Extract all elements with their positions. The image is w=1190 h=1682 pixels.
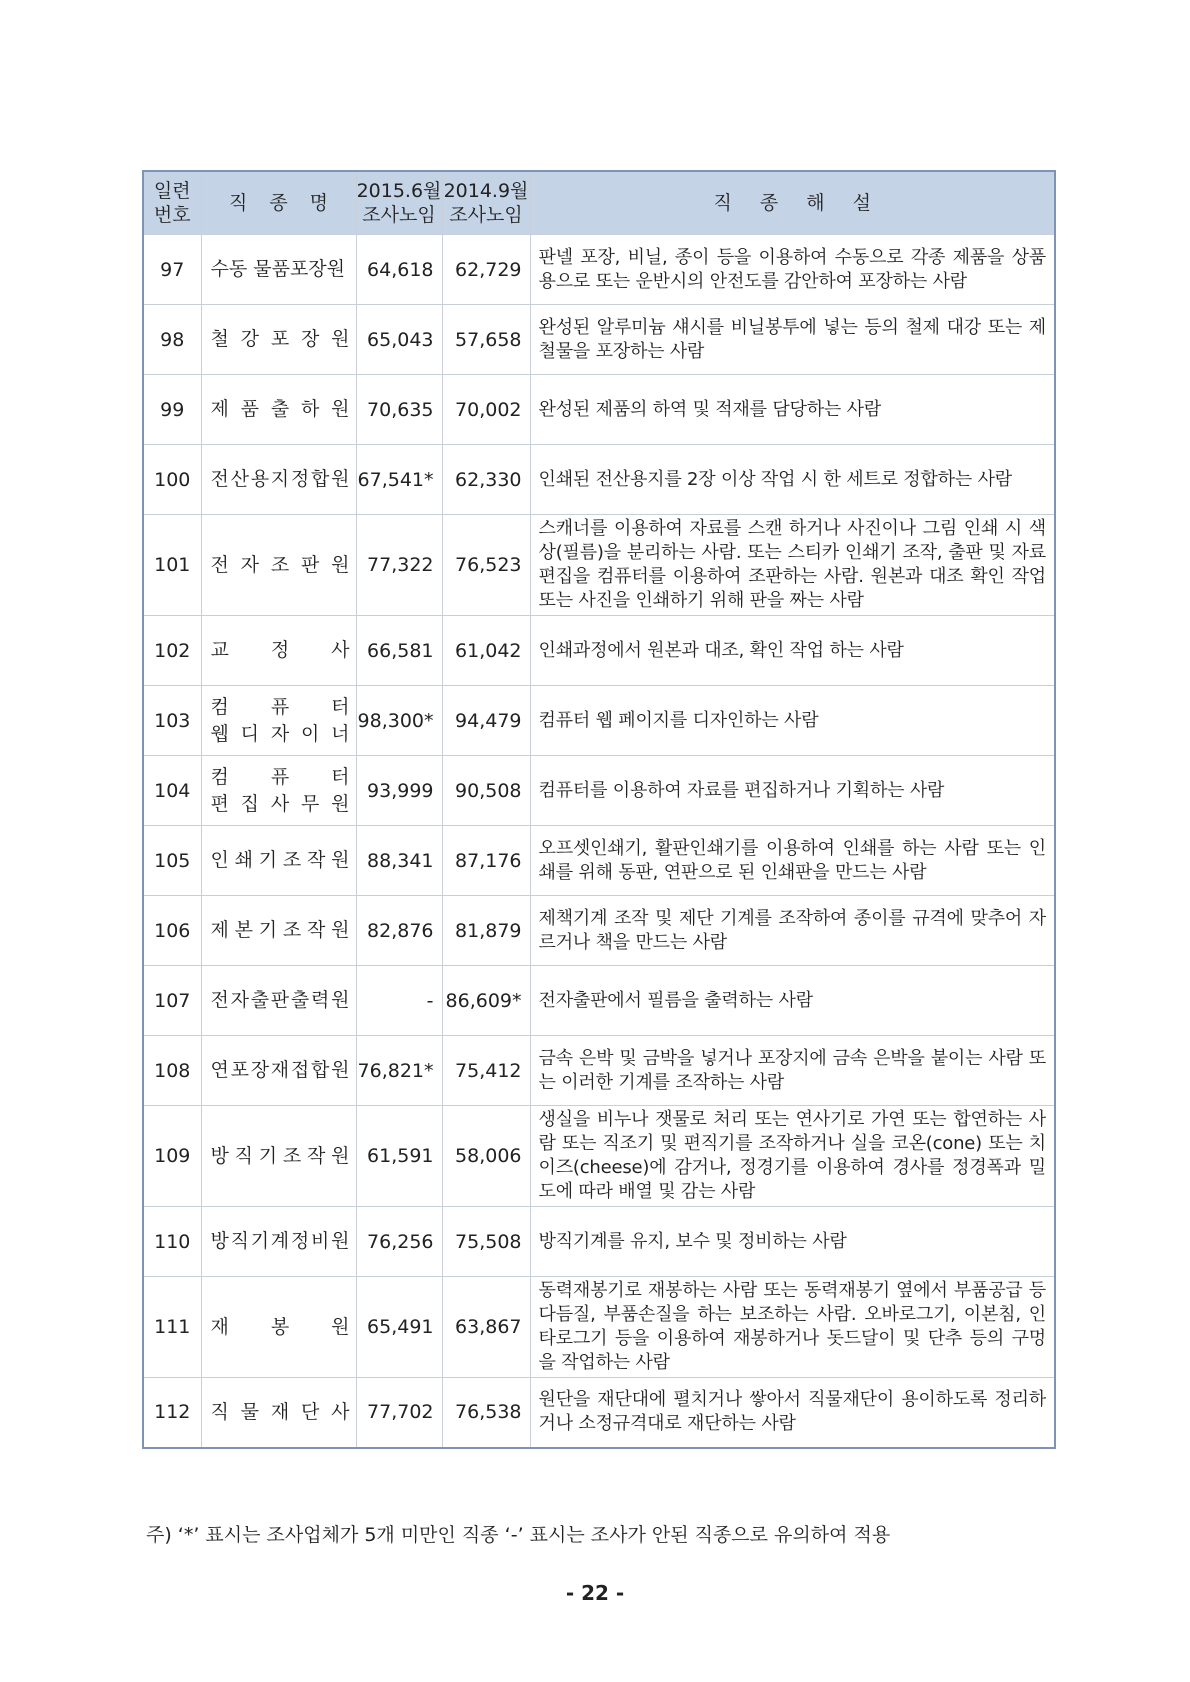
cell-job-description: 전자출판에서 필름을 출력하는 사람 bbox=[530, 966, 1055, 1036]
job-name-char: 사 bbox=[270, 792, 290, 815]
job-name-char: 집 bbox=[240, 792, 260, 815]
table-row bbox=[143, 966, 1055, 1036]
job-name-char: 포 bbox=[230, 1059, 249, 1081]
cell-job-name bbox=[201, 1207, 356, 1277]
job-name-char: 합 bbox=[310, 468, 330, 490]
cell-wage-2015: 93,999 bbox=[356, 756, 442, 826]
cell-wage-2014: 62,729 bbox=[442, 235, 530, 305]
cell-job-name bbox=[201, 515, 356, 616]
cell-wage-2014: 87,176 bbox=[442, 826, 530, 896]
cell-job-name bbox=[201, 826, 356, 896]
cell-serial-no: 101 bbox=[143, 515, 201, 616]
cell-job-description: 컴퓨터를 이용하여 자료를 편집하거나 기획하는 사람 bbox=[530, 756, 1055, 826]
job-name-char: 방 bbox=[210, 1230, 229, 1252]
job-name-char: 물 bbox=[240, 1400, 260, 1423]
wage-table bbox=[142, 170, 1056, 1449]
job-name-char: 장 bbox=[300, 328, 320, 350]
job-name-line bbox=[211, 1143, 350, 1170]
job-name-line bbox=[211, 1228, 350, 1255]
header-wage-2014: 2014.9월 조사노임 bbox=[442, 171, 530, 235]
job-name-char: 정 bbox=[290, 468, 310, 490]
job-name-char: 웹 bbox=[210, 722, 229, 745]
job-name-char: 봉 bbox=[270, 1315, 290, 1338]
job-name-char: 조 bbox=[270, 553, 290, 576]
cell-serial-no: 102 bbox=[143, 616, 201, 686]
job-name-char: 원 bbox=[331, 328, 350, 350]
job-name-char: 재 bbox=[270, 1400, 290, 1423]
job-name-char: 판 bbox=[300, 553, 320, 576]
cell-wage-2014: 75,412 bbox=[442, 1036, 530, 1106]
job-name-line bbox=[211, 791, 350, 818]
cell-job-name bbox=[201, 616, 356, 686]
job-name-char: 출 bbox=[270, 398, 290, 420]
cell-serial-no: 110 bbox=[143, 1207, 201, 1277]
job-name-line bbox=[211, 637, 350, 664]
cell-serial-no: 109 bbox=[143, 1106, 201, 1207]
job-name-char: 퓨 bbox=[270, 765, 290, 788]
job-name-char: 방 bbox=[210, 1144, 229, 1167]
cell-job-name bbox=[201, 1106, 356, 1207]
page-number: - 22 - bbox=[565, 1581, 625, 1605]
cell-job-name bbox=[201, 445, 356, 515]
job-name-char: 포 bbox=[270, 328, 290, 350]
job-name-line bbox=[211, 1314, 350, 1341]
cell-wage-2014: 57,658 bbox=[442, 305, 530, 375]
cell-serial-no: 97 bbox=[143, 235, 201, 305]
cell-wage-2015: 65,491 bbox=[356, 1277, 442, 1378]
job-name-char: 정 bbox=[290, 1230, 310, 1252]
job-name-char: 자 bbox=[270, 722, 290, 745]
job-name-char: 원 bbox=[331, 398, 350, 420]
cell-wage-2014: 81,879 bbox=[442, 896, 530, 966]
job-name-char: 제 bbox=[210, 919, 229, 941]
cell-job-description: 컴퓨터 웹 페이지를 디자인하는 사람 bbox=[530, 686, 1055, 756]
job-name-char: 조 bbox=[282, 919, 302, 941]
job-name-char: 원 bbox=[331, 1315, 350, 1338]
footnote: 주) ‘*’ 표시는 조사업체가 5개 미만인 직종 ‘-’ 표시는 조사가 안된 직종으로 유의하여 적용 bbox=[146, 1524, 891, 1546]
job-name-char: 출 bbox=[250, 989, 270, 1011]
job-name-char: 인 bbox=[210, 849, 229, 871]
table-row bbox=[143, 305, 1055, 375]
job-name-char: 기 bbox=[258, 919, 278, 941]
cell-job-description: 방직기계를 유지, 보수 및 정비하는 사람 bbox=[530, 1207, 1055, 1277]
job-name-char: 연 bbox=[210, 1059, 229, 1081]
job-name-char: 직 bbox=[210, 1400, 229, 1423]
job-name-char: 기 bbox=[258, 1144, 278, 1167]
cell-job-name bbox=[201, 896, 356, 966]
table-row bbox=[143, 1378, 1055, 1448]
job-name-char: 산 bbox=[230, 468, 249, 490]
cell-job-description: 인쇄된 전산용지를 2장 이상 작업 시 한 세트로 정합하는 사람 bbox=[530, 445, 1055, 515]
cell-job-description: 금속 은박 및 금박을 넣거나 포장지에 금속 은박을 붙이는 사람 또는 이러한 기계를 조작하는 사람 bbox=[530, 1036, 1055, 1106]
job-name-line bbox=[211, 466, 350, 493]
job-name-char: 단 bbox=[300, 1400, 320, 1423]
job-name-char: 원 bbox=[331, 989, 350, 1011]
cell-job-name bbox=[201, 686, 356, 756]
cell-serial-no: 111 bbox=[143, 1277, 201, 1378]
job-name-line: 수동 물품포장원 bbox=[210, 258, 346, 280]
job-name-char: 전 bbox=[210, 553, 229, 576]
cell-wage-2015: 67,541* bbox=[356, 445, 442, 515]
job-name-char: 컴 bbox=[210, 765, 229, 788]
job-name-line bbox=[211, 694, 350, 721]
table-body bbox=[143, 235, 1055, 1448]
job-name-line bbox=[211, 1057, 350, 1084]
job-name-char: 쇄 bbox=[234, 849, 253, 871]
cell-wage-2015: 65,043 bbox=[356, 305, 442, 375]
cell-job-description: 동력재봉기로 재봉하는 사람 또는 동력재봉기 옆에서 부품공급 등 다듬질, 부품손질을 하는 보조하는 사람. 오바로그기, 이본침, 인타로그기 등을 이용하여 재봉하거나 돗드달이 및 단추 등의 구멍을 작업하는 사람 bbox=[530, 1277, 1055, 1378]
cell-wage-2014: 90,508 bbox=[442, 756, 530, 826]
cell-wage-2015: 76,821* bbox=[356, 1036, 442, 1106]
cell-wage-2015: 70,635 bbox=[356, 375, 442, 445]
table-row bbox=[143, 1277, 1055, 1378]
cell-serial-no: 107 bbox=[143, 966, 201, 1036]
cell-job-name bbox=[201, 305, 356, 375]
cell-wage-2015: 66,581 bbox=[356, 616, 442, 686]
job-name-char: 강 bbox=[240, 328, 260, 350]
cell-serial-no: 103 bbox=[143, 686, 201, 756]
job-name-char: 기 bbox=[258, 849, 278, 871]
job-name-line bbox=[211, 396, 350, 423]
cell-wage-2014: 70,002 bbox=[442, 375, 530, 445]
job-name-char: 원 bbox=[331, 1059, 350, 1081]
job-name-char: 원 bbox=[331, 849, 350, 871]
cell-wage-2014: 61,042 bbox=[442, 616, 530, 686]
header-wage-2015: 2015.6월 조사노임 bbox=[356, 171, 442, 235]
cell-wage-2014: 58,006 bbox=[442, 1106, 530, 1207]
table-row bbox=[143, 1106, 1055, 1207]
job-name-char: 작 bbox=[307, 849, 326, 871]
cell-wage-2014: 76,538 bbox=[442, 1378, 530, 1448]
cell-wage-2014: 75,508 bbox=[442, 1207, 530, 1277]
cell-wage-2015: 98,300* bbox=[356, 686, 442, 756]
cell-serial-no: 106 bbox=[143, 896, 201, 966]
job-name-char: 터 bbox=[331, 765, 350, 788]
job-name-char: 자 bbox=[240, 553, 260, 576]
job-name-char: 이 bbox=[300, 722, 320, 745]
table-row bbox=[143, 445, 1055, 515]
job-name-line bbox=[211, 764, 350, 791]
job-name-char: 전 bbox=[210, 989, 229, 1011]
job-name-char: 무 bbox=[300, 792, 320, 815]
job-name-char: 디 bbox=[240, 722, 260, 745]
job-name-char: 정 bbox=[270, 639, 290, 661]
cell-wage-2014: 86,609* bbox=[442, 966, 530, 1036]
job-name-char: 조 bbox=[282, 1144, 302, 1167]
job-name-char: 력 bbox=[310, 989, 330, 1011]
job-name-char: 자 bbox=[230, 989, 249, 1011]
table-row bbox=[143, 235, 1055, 305]
cell-job-description: 판넬 포장, 비닐, 종이 등을 이용하여 수동으로 각종 제품을 상품용으로 또는 운반시의 안전도를 감안하여 포장하는 사람 bbox=[530, 235, 1055, 305]
job-name-line bbox=[211, 1399, 350, 1426]
cell-job-name bbox=[201, 235, 356, 305]
job-name-char: 용 bbox=[250, 468, 270, 490]
job-name-char: 장 bbox=[250, 1059, 270, 1081]
cell-wage-2014: 94,479 bbox=[442, 686, 530, 756]
cell-job-name bbox=[201, 1036, 356, 1106]
job-name-char: 원 bbox=[331, 919, 350, 941]
cell-job-name bbox=[201, 375, 356, 445]
cell-job-name bbox=[201, 1277, 356, 1378]
cell-job-description: 완성된 제품의 하역 및 적재를 담당하는 사람 bbox=[530, 375, 1055, 445]
table-row bbox=[143, 1036, 1055, 1106]
job-name-char: 기 bbox=[250, 1230, 270, 1252]
job-name-char: 컴 bbox=[210, 695, 229, 718]
cell-wage-2015: 82,876 bbox=[356, 896, 442, 966]
job-name-char: 제 bbox=[210, 398, 229, 420]
table-row bbox=[143, 896, 1055, 966]
table-row bbox=[143, 375, 1055, 445]
job-name-char: 직 bbox=[230, 1230, 249, 1252]
job-name-char: 원 bbox=[331, 553, 350, 576]
job-name-char: 합 bbox=[310, 1059, 330, 1081]
cell-job-description: 제책기계 조작 및 제단 기계를 조작하여 종이를 규격에 맞추어 자르거나 책을 만드는 사람 bbox=[530, 896, 1055, 966]
cell-job-name bbox=[201, 756, 356, 826]
cell-wage-2015: 64,618 bbox=[356, 235, 442, 305]
cell-serial-no: 99 bbox=[143, 375, 201, 445]
cell-wage-2015: 88,341 bbox=[356, 826, 442, 896]
cell-wage-2014: 63,867 bbox=[442, 1277, 530, 1378]
cell-job-description: 생실을 비누나 잿물로 처리 또는 연사기로 가연 또는 합연하는 사람 또는 직조기 및 편직기를 조작하거나 실을 코온(cone) 또는 치이즈(cheese)에 감거나, 정경기를 이용하여 경사를 정경폭과 밀도에 따라 배열 및 감는 사람 bbox=[530, 1106, 1055, 1207]
cell-serial-no: 100 bbox=[143, 445, 201, 515]
job-name-line bbox=[211, 326, 350, 353]
table-row bbox=[143, 756, 1055, 826]
job-name-char: 작 bbox=[307, 919, 326, 941]
header-serial-no: 일련 번호 bbox=[143, 171, 201, 235]
job-name-char: 계 bbox=[270, 1230, 290, 1252]
cell-serial-no: 98 bbox=[143, 305, 201, 375]
job-name-line bbox=[211, 917, 350, 944]
table-row bbox=[143, 686, 1055, 756]
cell-wage-2014: 76,523 bbox=[442, 515, 530, 616]
cell-wage-2015: 76,256 bbox=[356, 1207, 442, 1277]
job-name-char: 너 bbox=[331, 722, 350, 745]
job-name-line bbox=[211, 721, 350, 748]
job-name-char: 교 bbox=[210, 639, 229, 661]
job-name-char: 하 bbox=[300, 398, 320, 420]
job-name-char: 편 bbox=[210, 792, 229, 815]
cell-wage-2015: 61,591 bbox=[356, 1106, 442, 1207]
job-name-char: 판 bbox=[270, 989, 290, 1011]
cell-wage-2015: 77,702 bbox=[356, 1378, 442, 1448]
cell-wage-2015: - bbox=[356, 966, 442, 1036]
job-name-char: 재 bbox=[270, 1059, 290, 1081]
table-row bbox=[143, 515, 1055, 616]
job-name-char: 지 bbox=[270, 468, 290, 490]
job-name-char: 직 bbox=[234, 1144, 253, 1167]
cell-job-description: 스캐너를 이용하여 자료를 스캔 하거나 사진이나 그림 인쇄 시 색상(필름)을 분리하는 사람. 또는 스티카 인쇄기 조작, 출판 및 자료편집을 컴퓨터를 이용하여 조판하는 사람. 원본과 대조 확인 작업 또는 사진을 인쇄하기 위해 판을 짜는 사람 bbox=[530, 515, 1055, 616]
job-name-char: 원 bbox=[331, 468, 350, 490]
table-row bbox=[143, 826, 1055, 896]
job-name-char: 사 bbox=[331, 639, 350, 661]
job-name-char: 재 bbox=[210, 1315, 229, 1338]
cell-job-name bbox=[201, 966, 356, 1036]
job-name-char: 원 bbox=[331, 1144, 350, 1167]
job-name-line bbox=[211, 847, 350, 874]
cell-wage-2014: 62,330 bbox=[442, 445, 530, 515]
job-name-line bbox=[211, 987, 350, 1014]
cell-job-name bbox=[201, 1378, 356, 1448]
cell-job-description: 원단을 재단대에 펼치거나 쌓아서 직물재단이 용이하도록 정리하거나 소정규격대로 재단하는 사람 bbox=[530, 1378, 1055, 1448]
table-header-row bbox=[143, 171, 1055, 235]
job-name-char: 철 bbox=[210, 328, 229, 350]
cell-serial-no: 105 bbox=[143, 826, 201, 896]
cell-serial-no: 108 bbox=[143, 1036, 201, 1106]
table-row bbox=[143, 616, 1055, 686]
table-row bbox=[143, 1207, 1055, 1277]
job-name-char: 원 bbox=[331, 1230, 350, 1252]
cell-job-description: 오프셋인쇄기, 활판인쇄기를 이용하여 인쇄를 하는 사람 또는 인쇄를 위해 동판, 연판으로 된 인쇄판을 만드는 사람 bbox=[530, 826, 1055, 896]
job-name-char: 작 bbox=[307, 1144, 326, 1167]
cell-job-description: 완성된 알루미늄 섀시를 비닐봉투에 넣는 등의 철제 대강 또는 제철물을 포장하는 사람 bbox=[530, 305, 1055, 375]
job-name-char: 본 bbox=[234, 919, 253, 941]
cell-serial-no: 112 bbox=[143, 1378, 201, 1448]
job-name-char: 사 bbox=[331, 1400, 350, 1423]
job-name-char: 조 bbox=[282, 849, 302, 871]
cell-serial-no: 104 bbox=[143, 756, 201, 826]
job-name-char: 품 bbox=[240, 398, 260, 420]
job-name-char: 접 bbox=[290, 1059, 310, 1081]
header-job-description: 직종해설 bbox=[530, 171, 1055, 235]
job-name-char: 전 bbox=[210, 468, 229, 490]
header-job-name: 직종명 bbox=[201, 171, 356, 235]
job-name-char: 퓨 bbox=[270, 695, 290, 718]
job-name-line bbox=[211, 552, 350, 579]
job-name-char: 터 bbox=[331, 695, 350, 718]
job-name-char: 비 bbox=[310, 1230, 330, 1252]
job-name-char: 출 bbox=[290, 989, 310, 1011]
cell-wage-2015: 77,322 bbox=[356, 515, 442, 616]
job-name-char: 원 bbox=[331, 792, 350, 815]
cell-job-description: 인쇄과정에서 원본과 대조, 확인 작업 하는 사람 bbox=[530, 616, 1055, 686]
